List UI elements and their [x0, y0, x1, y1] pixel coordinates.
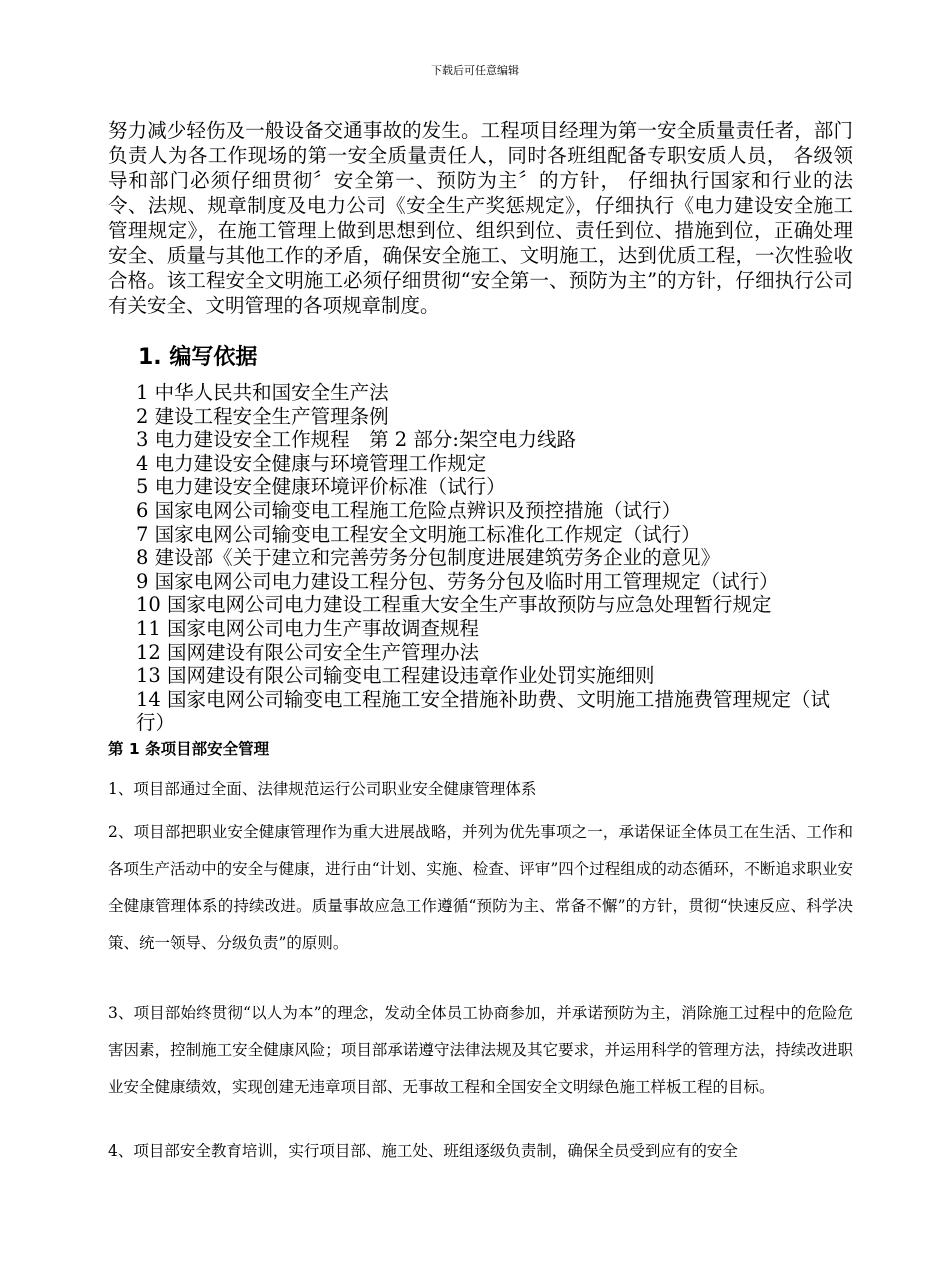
article-title: 第 1 条项目部安全管理	[108, 740, 270, 758]
article-paragraph: 2、项目部把职业安全健康管理作为重大进展战略，并列为优先事项之一，承诺保证全体员工在生活、工作和各项生产活动中的安全与健康，进行由“计划、实施、检查、评审”四个过程组成的动态循环，不断追求职业安全健康管理体系的持续改进。质量事故应急工作遵循“预防为主、常备不懈”的方针，贯彻“快速反应、科学决策、统一领导、分级负责”的原则。	[108, 823, 853, 952]
reference-item: 11 国家电网公司电力生产事故调查规程	[136, 616, 480, 640]
reference-item: 9 国家电网公司电力建设工程分包、劳务分包及临时用工管理规定（试行）	[136, 569, 779, 593]
reference-item: 8 建设部《关于建立和完善劳务分包制度进展建筑劳务企业的意见》	[136, 546, 721, 570]
reference-item: 5 电力建设安全健康环境评价标准（试行）	[136, 475, 506, 499]
reference-item: 10 国家电网公司电力建设工程重大安全生产事故预防与应急处理暂行规定	[136, 593, 772, 617]
section-heading: 1. 编写依据	[138, 345, 258, 370]
article-paragraph: 4、项目部安全教育培训，实行项目部、施工处、班组逐级负责制，确保全员受到应有的安全	[108, 1142, 738, 1160]
article-paragraph: 1、项目部通过全面、法律规范运行公司职业安全健康管理体系	[108, 780, 537, 798]
reference-item: 1 中华人民共和国安全生产法	[136, 381, 389, 404]
reference-item: 4 电力建设安全健康与环境管理工作规定	[136, 451, 487, 475]
reference-item: 7 国家电网公司输变电工程安全文明施工标准化工作规定（试行）	[136, 522, 701, 546]
reference-item: 12 国网建设有限公司安全生产管理办法	[136, 640, 480, 664]
reference-item: 3 电力建设安全工作规程 第 2 部分:架空电力线路	[136, 428, 576, 452]
reference-item: 6 国家电网公司输变电工程施工危险点辨识及预控措施（试行）	[136, 498, 682, 522]
reference-item: 13 国网建设有限公司输变电工程建设违章作业处罚实施细则	[136, 664, 655, 688]
reference-list	[136, 381, 856, 735]
page-header: 下载后可任意编辑	[431, 64, 519, 77]
reference-item: 2 建设工程安全生产管理条例	[136, 404, 389, 428]
article-paragraph: 3、项目部始终贯彻“以人为本”的理念，发动全体员工协商参加，并承诺预防为主，消除施工过程中的危险危害因素，控制施工安全健康风险；项目部承诺遵守法律法规及其它要求，并运用科学的管理方法，持续改进职业安全健康绩效，实现创建无违章项目部、无事故工程和全国安全文明绿色施工样板工程的目标。	[108, 1004, 853, 1096]
reference-item: 14 国家电网公司输变电工程施工安全措施补助费、文明施工措施费管理规定（试行）	[136, 687, 831, 735]
intro-paragraph: 努力减少轻伤及一般设备交通事故的发生。工程项目经理为第一安全质量责任者，部门负责人为各工作现场的第一安全质量责任人，同时各班组配备专职安质人员， 各级领导和部门必须仔细贯彻〞安全第一、预防为主〞的方针， 仔细执行国家和行业的法令、法规、规章制度及电力公司《安全生产奖惩规定》，仔细执行《电力建设安全施工管理规定》，在施工管理上做到思想到位、组织到位、责任到位、措施到位，正确处理安全、质量与其他工作的矛盾，确保安全施工、文明施工，达到优质工程，一次性验收合格。该工程安全文明施工必须仔细贯彻“安全第一、预防为主”的方针，仔细执行公司有关安全、文明管理的各项规章制度。	[108, 119, 853, 317]
